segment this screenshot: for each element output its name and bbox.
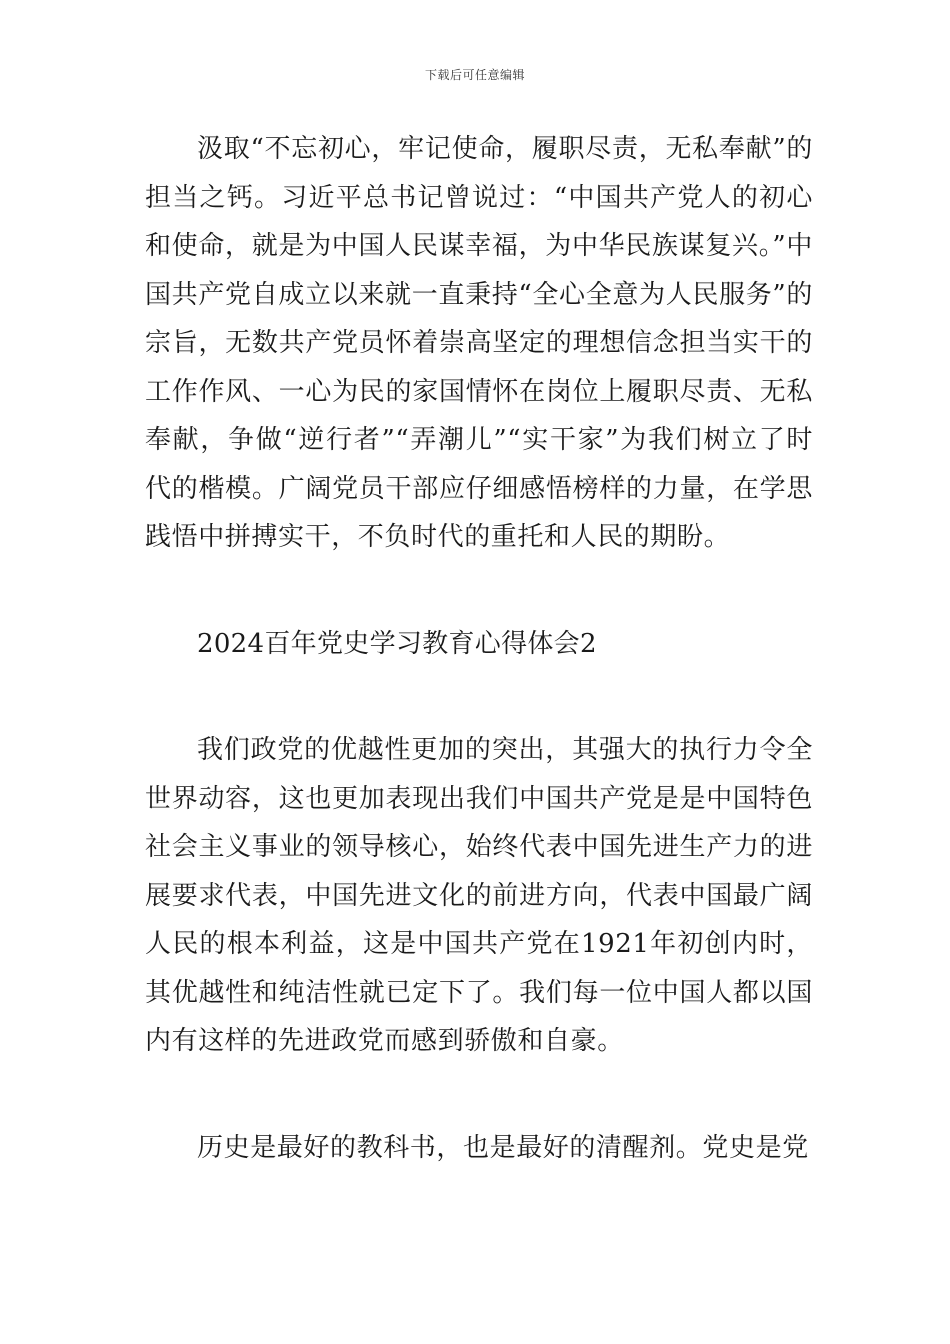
page-header-note: 下载后可任意编辑	[424, 68, 525, 82]
paragraph-2: 我们政党的优越性更加的突出，其强大的执行力令全世界动容，这也更加表现出我们中国共产党是是中国特色社会主义事业的领导核心，始终代表中国先进生产力的进展要求代表，中国先进文化的前进方向，代表中国最广阔人民的根本利益，这是中国共产党在1921年初创内时，其优越性和纯洁性就已定下了。我们每一位中国人都以国内有这样的先进政党而感到骄傲和自豪。	[145, 735, 813, 1056]
paragraph-3: 历史是最好的教科书，也是最好的清醒剂。党史是党	[197, 1132, 809, 1163]
section-title: 2024百年党史学习教育心得体会2	[197, 628, 597, 659]
document-body	[145, 125, 813, 1172]
paragraph-1: 汲取“不忘初心，牢记使命，履职尽责，无私奉献”的担当之钙。习近平总书记曾说过：“中国共产党人的初心和使命，就是为中国人民谋幸福，为中华民族谋复兴。”中国共产党自成立以来就一直秉持“全心全意为人民服务”的宗旨，无数共产党员怀着崇高坚定的理想信念担当实干的工作作风、一心为民的家国情怀在岗位上履职尽责、无私奉献，争做“逆行者”“弄潮儿”“实干家”为我们树立了时代的楷模。广阔党员干部应仔细感悟榜样的力量，在学思践悟中拼搏实干，不负时代的重托和人民的期盼。	[145, 134, 813, 552]
